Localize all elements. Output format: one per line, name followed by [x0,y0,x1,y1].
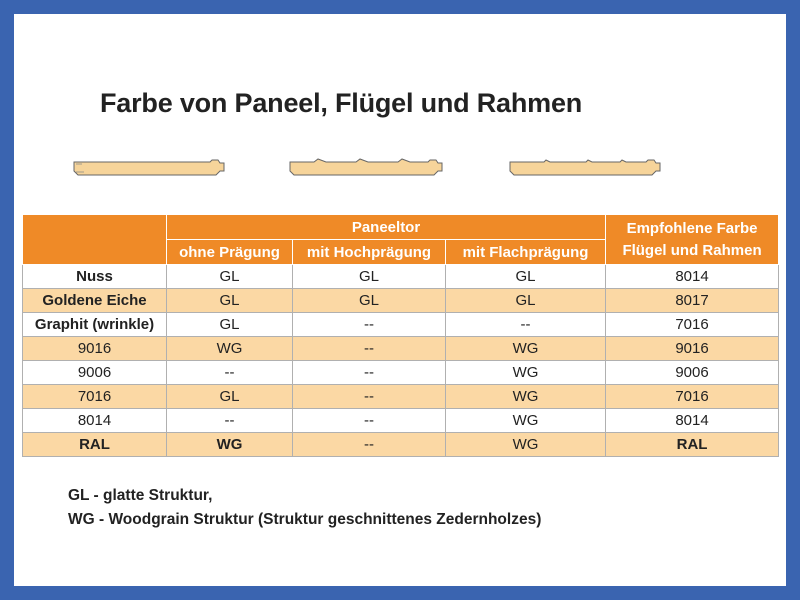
table-cell: WG [446,385,606,409]
panel-profile-icon [508,158,664,180]
table-cell: WG [446,361,606,385]
table-cell: 8017 [606,289,779,313]
color-table [22,214,779,457]
table-row [23,289,779,313]
table-cell: 8014 [606,409,779,433]
table-row [23,337,779,361]
row-label: 9016 [23,337,167,361]
table-cell: 7016 [606,313,779,337]
row-label: Graphit (wrinkle) [23,313,167,337]
table-cell: GL [167,313,293,337]
table-row [23,361,779,385]
table-cell: GL [167,385,293,409]
table-cell: 7016 [606,385,779,409]
table-row [23,265,779,289]
row-label: 7016 [23,385,167,409]
table-cell: 9016 [606,337,779,361]
row-label: 9006 [23,361,167,385]
slide [14,14,786,586]
table-cell: -- [293,409,446,433]
recommended-header [606,215,779,265]
table-row [23,433,779,457]
table-cell: WG [167,433,293,457]
row-label: Goldene Eiche [23,289,167,313]
table-cell: 9006 [606,361,779,385]
table-cell: -- [293,313,446,337]
table-cell: 8014 [606,265,779,289]
legend [68,484,541,532]
table-cell: WG [446,409,606,433]
table-corner [23,215,167,265]
table-cell: GL [167,265,293,289]
table-cell: WG [167,337,293,361]
table-row [23,385,779,409]
table-cell: GL [446,265,606,289]
table-cell: WG [446,337,606,361]
table-cell: -- [293,361,446,385]
panel-profile-icon [72,158,228,180]
table-cell: GL [446,289,606,313]
table-cell: -- [293,433,446,457]
group-header: Paneeltor [167,215,606,240]
panel-profile-icon [288,158,446,180]
table-cell: WG [446,433,606,457]
recommended-header-line2: Flügel und Rahmen [622,241,762,259]
table-cell: GL [167,289,293,313]
row-label: Nuss [23,265,167,289]
table-row [23,409,779,433]
table-cell: -- [293,337,446,361]
column-header: ohne Prägung [167,240,293,265]
table-cell: GL [293,289,446,313]
legend-line-wg: WG - Woodgrain Struktur (Struktur geschnittenes Zedernholzes) [68,511,542,528]
recommended-header-line1: Empfohlene Farbe [626,219,758,237]
table-row [23,313,779,337]
table-cell: -- [293,385,446,409]
legend-line-gl: GL - glatte Struktur, [68,487,213,504]
column-header: mit Hochprägung [293,240,446,265]
table-cell: -- [167,361,293,385]
table-cell: RAL [606,433,779,457]
row-label: 8014 [23,409,167,433]
table-cell: -- [446,313,606,337]
row-label: RAL [23,433,167,457]
column-header: mit Flachprägung [446,240,606,265]
table-cell: GL [293,265,446,289]
table-cell: -- [167,409,293,433]
page-title: Farbe von Paneel, Flügel und Rahmen [100,88,583,118]
